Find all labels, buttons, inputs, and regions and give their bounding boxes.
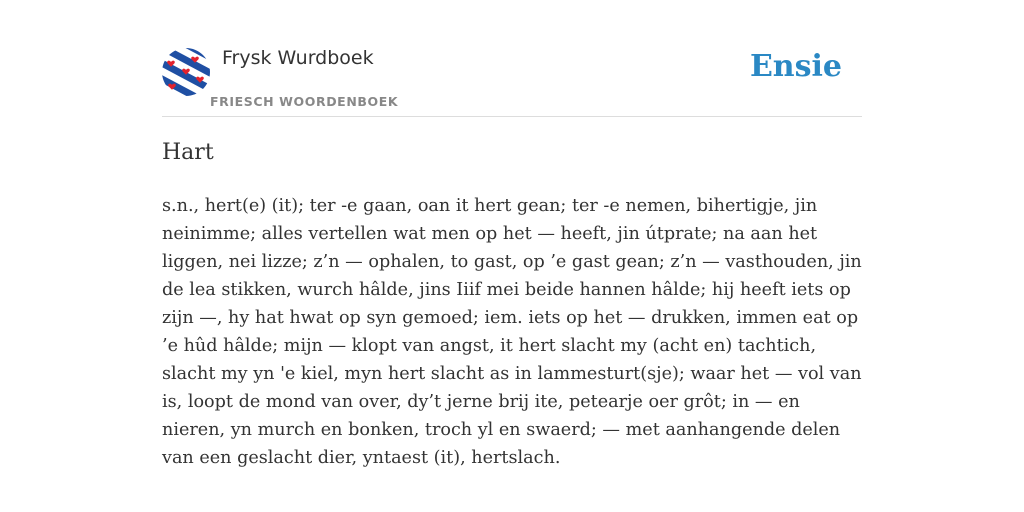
frisian-flag-icon[interactable] [162, 48, 210, 96]
site-name[interactable]: Frysk Wurdboek [222, 47, 374, 69]
site-subtitle: FRIESCH WOORDENBOEK [210, 94, 399, 109]
site-header [162, 44, 862, 117]
entry-headword: Hart [162, 140, 214, 165]
entry-definition: s.n., hert(e) (it); ter -e gaan, oan it hert gean; ter -e nemen, bihertigje, jin neinimme; alles vertellen wat men op het — heeft, jin útprate; na aan het liggen, nei lizze; z’n — ophalen, to gast, op ’e gast gean; z’n — vasthouden, jin de lea stikken, wurch hâlde, jins Iiif mei beide hannen hâlde; hij heeft iets op zijn —, hy hat hwat op syn gemoed; iem. iets op het — drukken, immen eat op ’e hûd hâlde; mijn — klopt van angst, it hert slacht my (acht en) tachtich, slacht my yn 'e kiel, myn hert slacht as in lammesturt(sje); waar het — vol van is, loopt de mond van over, dy’t jerne brij ite, petearje oer grôt; in — en nieren, yn murch en bonken, troch yl en swaerd; — met aanhangende delen van een geslacht dier, yntaest (it), hertslach. [162, 196, 862, 468]
ensie-brand-logo[interactable]: Ensie [749, 49, 842, 84]
